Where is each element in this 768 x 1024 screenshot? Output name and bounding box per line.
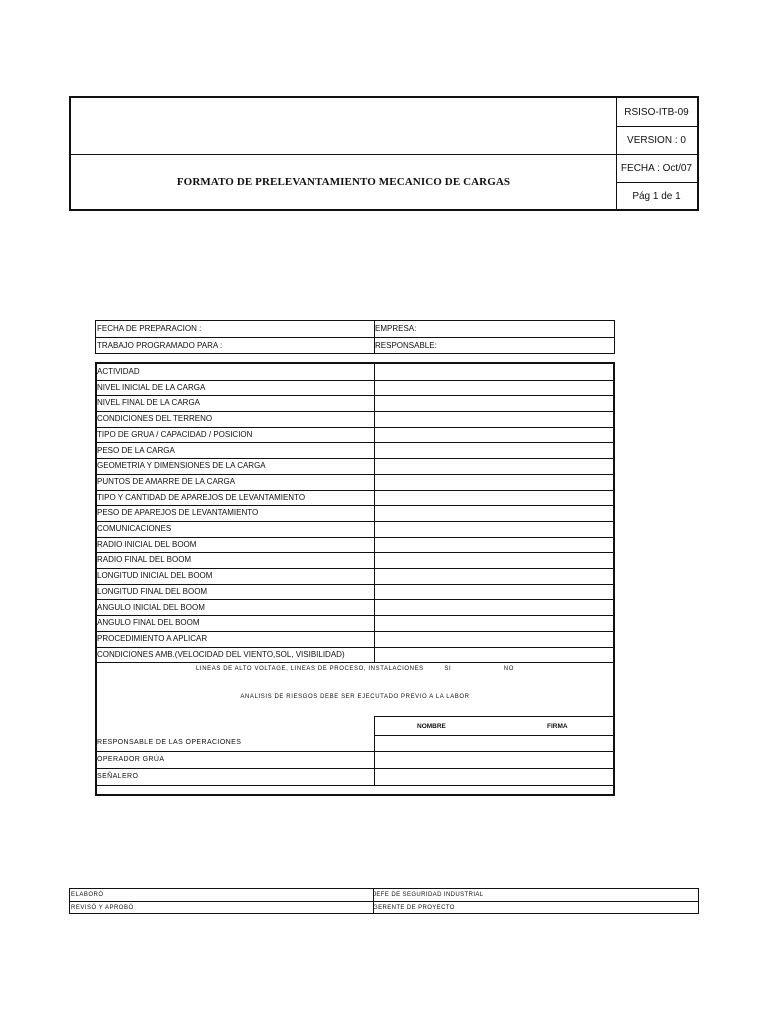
checklist-item-label: NIVEL INICIAL DE LA CARGA: [97, 380, 375, 396]
jefe-seguridad-label: JEFE DE SEGURIDAD INDUSTRIAL: [373, 892, 484, 898]
firma-header: FIRMA: [547, 723, 568, 730]
checklist-item-value[interactable]: [374, 537, 613, 553]
signer-name-field[interactable]: [374, 768, 613, 785]
checklist-item-value[interactable]: [374, 443, 613, 459]
checklist-item-label: CONDICIONES DEL TERRENO: [97, 411, 375, 427]
nombre-header: NOMBRE: [417, 723, 446, 730]
title-area: [71, 154, 617, 209]
checklist-item-label: PESO DE APAREJOS DE LEVANTAMIENTO: [97, 505, 375, 521]
checklist-item-value[interactable]: [374, 427, 613, 443]
document-code: RSISO-ITB-09: [616, 98, 697, 127]
checklist-item-label: ACTIVIDAD: [97, 364, 375, 380]
checklist-item-value[interactable]: [374, 631, 613, 647]
document-date: FECHA : Oct/07: [616, 154, 697, 183]
checklist-table: [95, 362, 615, 796]
checklist-row: [97, 411, 613, 428]
checklist-item-label: COMUNICACIONES: [97, 521, 375, 537]
checklist-row: [97, 584, 613, 601]
page-number: Pág 1 de 1: [632, 190, 681, 202]
document-version: VERSION : 0: [616, 126, 697, 155]
si-option: SI: [444, 666, 452, 672]
checklist-item-value[interactable]: [374, 647, 613, 663]
info-row: [96, 337, 614, 354]
checklist-item-value[interactable]: [374, 411, 613, 427]
empresa-label: EMPRESA:: [375, 324, 417, 333]
checklist-item-label: ANGULO FINAL DEL BOOM: [97, 615, 375, 631]
elaboro-label: ELABORÓ: [70, 889, 374, 901]
form-title: FORMATO DE PRELEVANTAMIENTO MECANICO DE CARGAS: [176, 176, 511, 188]
checklist-row: [97, 521, 613, 538]
checklist-row: [97, 537, 613, 554]
checklist-item-label: TIPO DE GRUA / CAPACIDAD / POSICION: [97, 427, 375, 443]
checklist-item-value[interactable]: [374, 395, 613, 411]
checklist-row: [97, 364, 613, 381]
checklist-row: [97, 490, 613, 507]
analisis-riesgos-text: ANALISIS DE RIESGOS DEBE SER EJECUTADO PREVIO A LA LABOR: [240, 694, 470, 700]
checklist-item-label: ANGULO INICIAL DEL BOOM: [97, 600, 375, 616]
checklist-row: [97, 552, 613, 569]
checklist-item-label: CONDICIONES AMB.(VELOCIDAD DEL VIENTO,SOL, VISIBILIDAD): [97, 647, 375, 663]
checklist-item-value[interactable]: [374, 505, 613, 521]
trabajo-programado-label: TRABAJO PROGRAMADO PARA :: [96, 338, 375, 354]
form-header: [69, 96, 699, 211]
signature-header: [374, 716, 614, 736]
checklist-item-label: RADIO FINAL DEL BOOM: [97, 552, 375, 568]
checklist-row: [97, 600, 613, 617]
lines-question-text: LINEAS DE ALTO VOLTAGE, LINEAS DE PROCESO, INSTALACIONES: [196, 666, 424, 672]
logo-area: [71, 98, 617, 155]
signer-role-label: OPERADOR GRÚA: [97, 751, 375, 768]
responsable-label: RESPONSABLE:: [375, 341, 437, 350]
signer-row: [97, 751, 613, 769]
checklist-item-value[interactable]: [374, 600, 613, 616]
checklist-item-label: NIVEL FINAL DE LA CARGA: [97, 395, 375, 411]
info-table: [95, 320, 615, 354]
checklist-item-label: PESO DE LA CARGA: [97, 443, 375, 459]
signer-role-label: RESPONSABLE DE LAS OPERACIONES: [97, 734, 375, 751]
no-option: NO: [503, 666, 514, 672]
checklist-item-value[interactable]: [374, 458, 613, 474]
reviso-aprobo-label: REVISÓ Y APROBÓ: [70, 902, 374, 914]
signer-row: [97, 734, 613, 752]
lines-question: [97, 666, 613, 672]
checklist-row: [97, 395, 613, 412]
checklist-row: [97, 380, 613, 397]
checklist-row: [97, 631, 613, 648]
checklist-item-label: LONGITUD INICIAL DEL BOOM: [97, 568, 375, 584]
signer-name-field[interactable]: [374, 751, 613, 768]
signer-role-label: SEÑALERO: [97, 768, 375, 785]
checklist-item-value[interactable]: [374, 521, 613, 537]
checklist-row: [97, 615, 613, 632]
footer-row: [70, 901, 698, 914]
checklist-row: [97, 443, 613, 460]
gerente-proyecto-label: GERENTE DE PROYECTO: [373, 905, 455, 911]
checklist-item-value[interactable]: [374, 380, 613, 396]
checklist-row: [97, 647, 613, 664]
fecha-preparacion-label: FECHA DE PREPARACION :: [96, 321, 375, 337]
checklist-row: [97, 568, 613, 585]
checklist-item-value[interactable]: [374, 364, 613, 380]
checklist-row: [97, 474, 613, 491]
checklist-item-label: GEOMETRIA Y DIMENSIONES DE LA CARGA: [97, 458, 375, 474]
checklist-item-value[interactable]: [374, 615, 613, 631]
info-row: [96, 321, 614, 337]
checklist-row: [97, 505, 613, 522]
checklist-item-label: RADIO INICIAL DEL BOOM: [97, 537, 375, 553]
checklist-item-value[interactable]: [374, 474, 613, 490]
checklist-item-value[interactable]: [374, 584, 613, 600]
checklist-row: [97, 458, 613, 475]
checklist-item-value[interactable]: [374, 490, 613, 506]
footer-row: [70, 889, 698, 901]
checklist-item-value[interactable]: [374, 552, 613, 568]
checklist-item-label: PROCEDIMIENTO A APLICAR: [97, 631, 375, 647]
checklist-row: [97, 427, 613, 444]
signer-name-field[interactable]: [374, 734, 613, 751]
signer-row: [97, 768, 613, 786]
checklist-item-value[interactable]: [374, 568, 613, 584]
checklist-item-label: TIPO Y CANTIDAD DE APAREJOS DE LEVANTAMIENTO: [97, 490, 375, 506]
checklist-item-label: PUNTOS DE AMARRE DE LA CARGA: [97, 474, 375, 490]
approval-footer: [69, 888, 699, 914]
checklist-item-label: LONGITUD FINAL DEL BOOM: [97, 584, 375, 600]
